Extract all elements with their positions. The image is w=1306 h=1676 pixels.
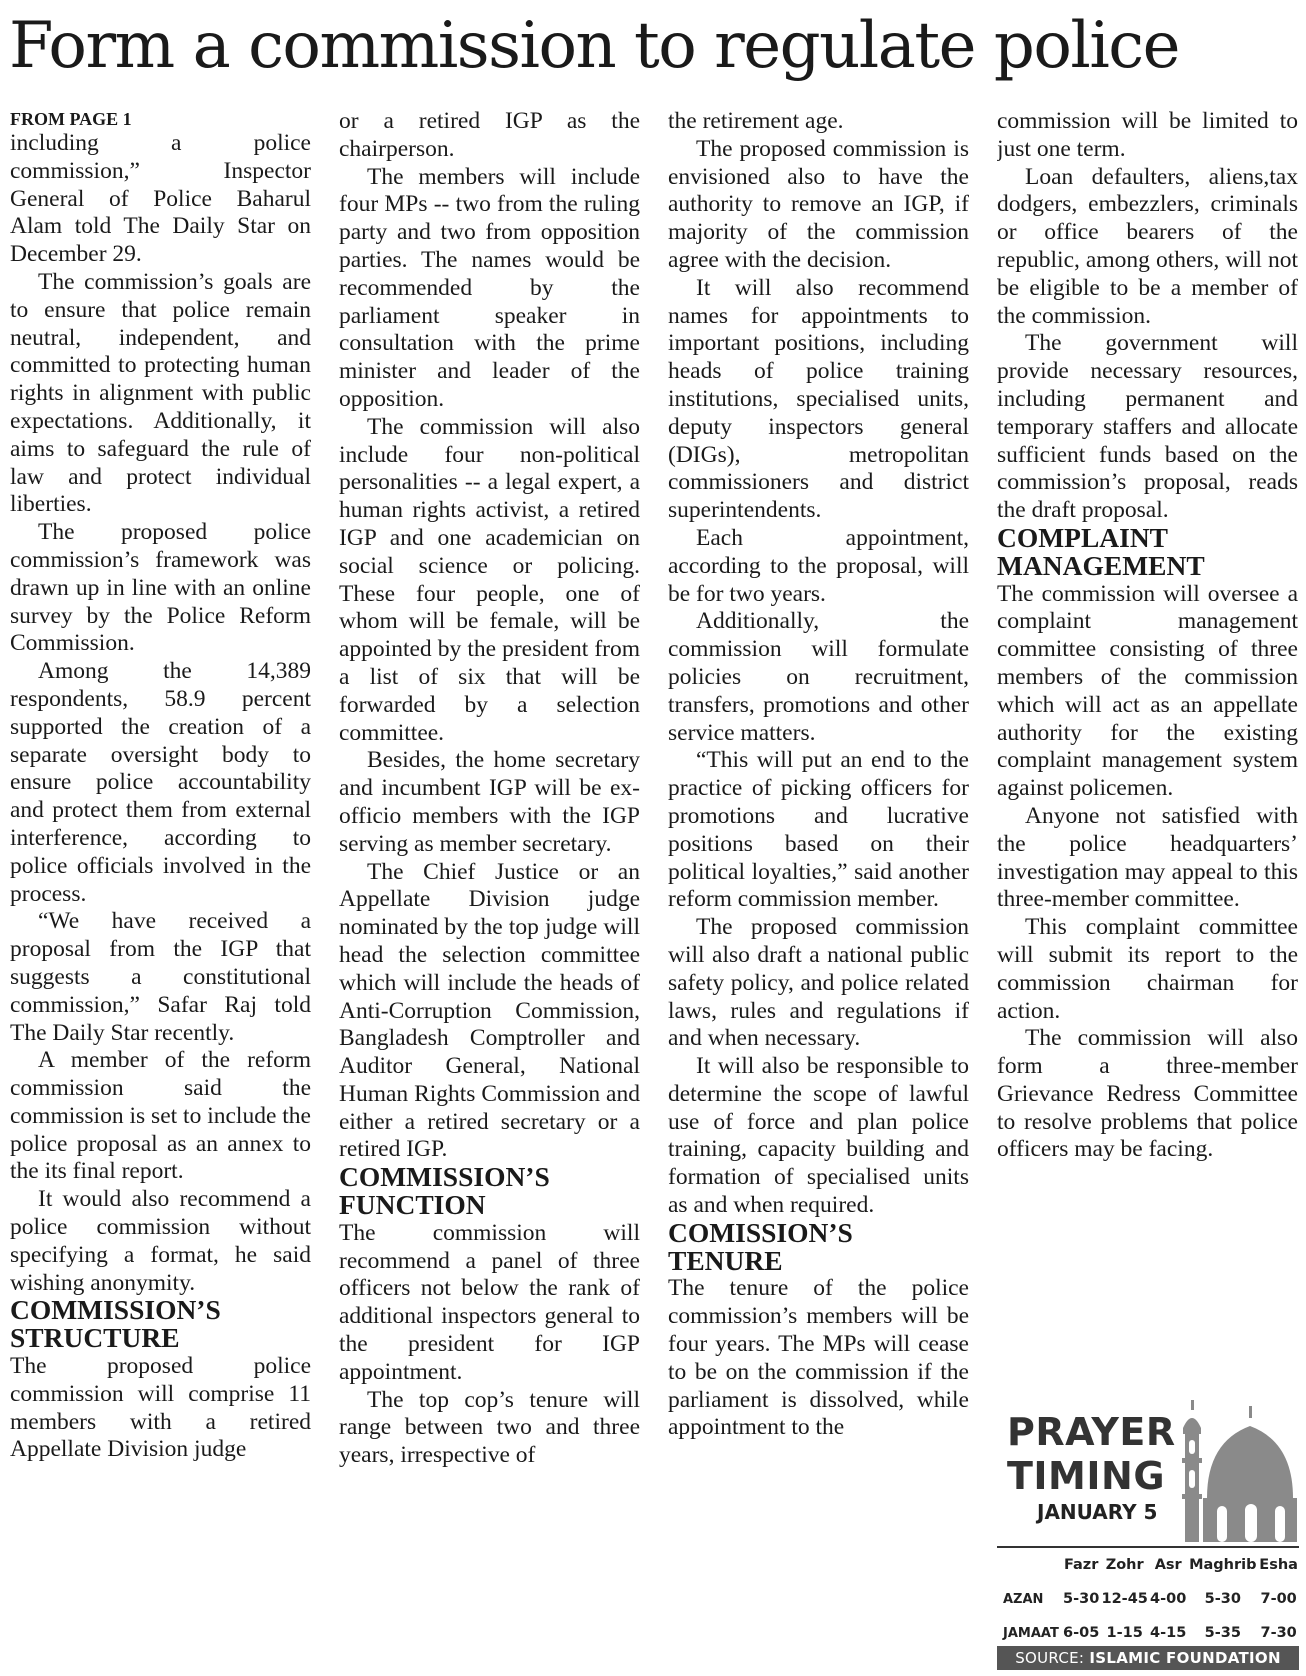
- body-paragraph: commission will be limited to just one term.: [997, 108, 1298, 162]
- body-paragraph: Loan defaulters, aliens,tax dodgers, embezzlers, criminals or office bearers of the republic, among others, will not be eligible to be a member of the commission.: [997, 163, 1298, 329]
- body-paragraph: It would also recommend a police commission without specifying a format, he said wishing anonymity.: [10, 1186, 311, 1296]
- body-paragraph: “This will put an end to the practice of picking officers for promotions and lucrative positions based on their political loyalties,” said another reform commission member.: [668, 747, 969, 913]
- source-label: SOURCE:: [1015, 1649, 1085, 1667]
- body-paragraph: The tenure of the police commission’s members will be four years. The MPs will cease to be on the commission if the parliament is dissolved, while appointment to the: [668, 1275, 969, 1441]
- header-esha: Esha: [1258, 1547, 1299, 1582]
- body-paragraph: Among the 14,389 respondents, 58.9 percent supported the creation of a separate oversight body to ensure police accountability and protect them from external interference, according to police officials involved in the process.: [10, 658, 311, 907]
- row-label: JAMAAT: [1003, 1625, 1059, 1641]
- body-paragraph: A member of the reform commission said the commission is set to include the police proposal as an annex to the its final report.: [10, 1047, 311, 1185]
- body-paragraph: The Chief Justice or an Appellate Division judge nominated by the top judge will head the selection committee which will include the heads of Anti-Corruption Commission, Bangladesh Comptroller and Auditor General, National Human Rights Commission and either a retired secretary or a retired IGP.: [339, 858, 640, 1163]
- body-paragraph: The proposed police commission will comprise 11 members with a retired Appellate Division judge: [10, 1353, 311, 1463]
- section-subhead: COMPLAINT MANAGEMENT: [997, 522, 1205, 581]
- body-paragraph: The proposed commission is envisioned also to have the authority to remove an IGP, if majority of the commission agree with the decision.: [668, 135, 969, 273]
- body-paragraph: or a retired IGP as the chairperson.: [339, 108, 640, 162]
- body-paragraph: Additionally, the commission will formulate policies on recruitment, transfers, promotions and other service matters.: [668, 608, 969, 746]
- body-paragraph: The proposed police commission’s framework was drawn up in line with an online survey by the Police Reform Commission.: [10, 519, 311, 657]
- prayer-date: JANUARY 5: [1037, 1500, 1158, 1524]
- body-paragraph: Besides, the home secretary and incumbent IGP will be ex-officio members with the IGP serving as member secretary.: [339, 747, 640, 857]
- body-paragraph: This complaint committee will submit its report to the commission chairman for action.: [997, 914, 1298, 1024]
- header-cell: [997, 1547, 1062, 1582]
- article-column-4: [997, 108, 1298, 1330]
- mosque-icon: [1177, 1398, 1299, 1544]
- headline: Form a commission to regulate police: [9, 9, 1179, 83]
- section-subhead: COMMISSION’S STRUCTURE: [10, 1295, 221, 1354]
- body-paragraph: Each appointment, according to the proposal, will be for two years.: [668, 524, 969, 607]
- prayer-title: [1007, 1410, 1176, 1498]
- header-asr: Asr: [1149, 1547, 1187, 1582]
- article-column-2: [339, 108, 640, 1668]
- prayer-header-row: [997, 1547, 1299, 1582]
- body-paragraph: It will also be responsible to determine the scope of lawful use of force and plan police training, capacity building and formation of specialised units as and when required.: [668, 1053, 969, 1219]
- time-cell: 4-15: [1150, 1625, 1187, 1641]
- prayer-timing-box: [997, 1398, 1299, 1670]
- body-paragraph: The members will include four MPs -- two from the ruling party and two from opposition parties. The names would be recommended by the parliament speaker in consultation with the prime minister and leader of the opposition.: [339, 163, 640, 412]
- body-paragraph: The commission will oversee a complaint management committee consisting of three members of the commission which will act as an appellate authority for the existing complaint management system against policemen.: [997, 580, 1298, 802]
- time-cell: 12-45: [1101, 1591, 1148, 1607]
- header-zohr: Zohr: [1100, 1547, 1149, 1582]
- body-paragraph: The commission will also form a three-member Grievance Redress Committee to resolve problems that police officers may be facing.: [997, 1025, 1298, 1163]
- prayer-title-line2: TIMING: [1007, 1454, 1166, 1498]
- prayer-title-line1: PRAYER: [1007, 1410, 1176, 1454]
- article-column-3: [668, 108, 969, 1668]
- body-paragraph: The government will provide necessary resources, including permanent and temporary staffers and allocate sufficient funds based on the commission’s proposal, reads the draft proposal.: [997, 330, 1298, 524]
- body-paragraph: Anyone not satisfied with the police headquarters’ investigation may appeal to this three-member committee.: [997, 802, 1298, 913]
- article-column-1: [10, 108, 311, 1668]
- time-cell: 6-05: [1063, 1625, 1100, 1641]
- time-cell: 4-00: [1150, 1591, 1187, 1607]
- header-maghrib: Maghrib: [1187, 1547, 1258, 1582]
- source-name: ISLAMIC FOUNDATION: [1089, 1649, 1281, 1667]
- prayer-source: [997, 1646, 1299, 1670]
- time-cell: 1-15: [1106, 1625, 1143, 1641]
- from-page-kicker: FROM PAGE 1: [10, 109, 132, 129]
- section-subhead: COMISSION’S TENURE: [668, 1217, 853, 1276]
- section-subhead: COMMISSION’S FUNCTION: [339, 1162, 550, 1221]
- prayer-row-azan: [997, 1582, 1299, 1616]
- body-paragraph: The commission’s goals are to ensure that police remain neutral, independent, and committed to protecting human rights in alignment with public expectations. Additionally, it aims to safeguard the rule of law and protect individual liberties.: [10, 268, 311, 518]
- prayer-times-table: [997, 1546, 1299, 1650]
- body-paragraph: the retirement age.: [668, 108, 844, 134]
- prayer-row-jamaat: [997, 1616, 1299, 1650]
- time-cell: 7-00: [1260, 1591, 1297, 1607]
- time-cell: 7-30: [1260, 1625, 1297, 1641]
- time-cell: 5-30: [1063, 1591, 1100, 1607]
- body-paragraph: The commission will also include four non-political personalities -- a legal expert, a human rights activist, a retired IGP and one academician on social science or policing. These four people, one of whom will be female, will be appointed by the president from a list of six that will be forwarded by a selection committee.: [339, 413, 640, 746]
- row-label: AZAN: [1003, 1591, 1044, 1607]
- body-paragraph: The top cop’s tenure will range between two and three years, irrespective of: [339, 1386, 640, 1469]
- time-cell: 5-35: [1204, 1625, 1241, 1641]
- time-cell: 5-30: [1204, 1591, 1241, 1607]
- body-paragraph: “We have received a proposal from the IGP that suggests a constitutional commission,” Safar Raj told The Daily Star recently.: [10, 908, 311, 1046]
- header-fazr: Fazr: [1062, 1547, 1100, 1582]
- body-paragraph: The commission will recommend a panel of three officers not below the rank of additional inspectors general to the president for IGP appointment.: [339, 1219, 640, 1385]
- body-paragraph: It will also recommend names for appointments to important positions, including heads of police training institutions, specialised units, deputy inspectors general (DIGs), metropolitan commissioners and district superintendents.: [668, 274, 969, 524]
- body-paragraph: including a police commission,” Inspector General of Police Baharul Alam told The Daily Star on December 29.: [10, 130, 311, 268]
- body-paragraph: The proposed commission will also draft a national public safety policy, and police related laws, rules and regulations if and when necessary.: [668, 914, 969, 1052]
